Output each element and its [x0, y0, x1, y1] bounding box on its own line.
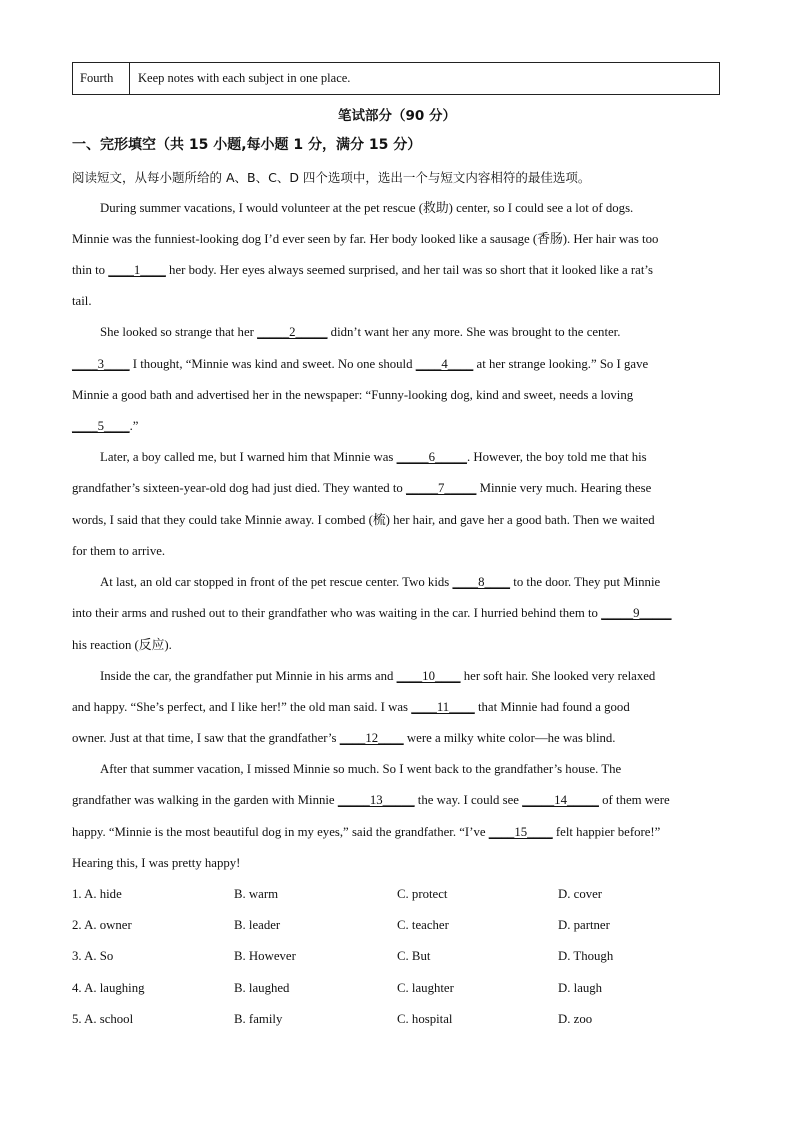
passage-line	[100, 324, 620, 340]
passage-line: Hearing this, I was pretty happy!	[72, 856, 241, 870]
option-b: B. laughed	[234, 981, 290, 995]
passage-line	[100, 574, 660, 590]
text: at her strange looking.” So I gave	[473, 357, 649, 371]
option-d: D. laugh	[558, 981, 603, 995]
blank-13: _____13_____	[337, 793, 415, 807]
blank-2: _____2_____	[257, 325, 328, 339]
option-a: 4. A. laughing	[72, 981, 145, 995]
option-b: B. However	[234, 949, 296, 963]
option-b: B. warm	[234, 887, 279, 901]
option-c: C. laughter	[397, 981, 454, 995]
blank-3: ____3____	[72, 357, 130, 371]
tips-table-row	[72, 62, 720, 95]
option-b: B. leader	[234, 918, 281, 932]
passage-line: Minnie a good bath and advertised her in the newspaper: “Funny-looking dog, kind and sweet, needs a loving	[72, 388, 634, 402]
text: I thought, “Minnie was kind and sweet. No one should	[129, 357, 416, 371]
text: Inside the car, the grandfather put Minnie in his arms and	[100, 669, 397, 683]
passage-line	[72, 262, 653, 278]
blank-8: ____8____	[452, 575, 511, 589]
option-d: D. zoo	[558, 1012, 593, 1026]
option-d: D. Though	[558, 949, 614, 963]
blank-11: ____11____	[411, 700, 475, 714]
option-d: D. partner	[558, 918, 610, 932]
passage-line: During summer vacations, I would volunteer at the pet rescue (救助) center, so I could see a lot of dogs.	[100, 201, 634, 215]
part-heading: 一、完形填空（共 15 小题,每小题 1 分，满分 15 分）	[72, 137, 422, 153]
option-c: C. protect	[397, 887, 448, 901]
option-a: 1. A. hide	[72, 887, 122, 901]
option-a: 2. A. owner	[72, 918, 132, 932]
section-title: 笔试部分（90 分）	[338, 108, 456, 124]
text: happy. “Minnie is the most beautiful dog in my eyes,” said the grandfather. “I’ve	[72, 825, 489, 839]
option-a: 5. A. school	[72, 1012, 134, 1026]
text: She looked so strange that her	[100, 325, 258, 339]
text: At last, an old car stopped in front of the pet rescue center. Two kids	[100, 575, 453, 589]
blank-1: ____1____	[108, 263, 166, 277]
blank-14: _____14_____	[522, 793, 599, 807]
text: her body. Her eyes always seemed surprised, and her tail was so short that it looked like a rat’s	[165, 263, 653, 277]
text: and happy. “She’s perfect, and I like her!” the old man said. I was	[72, 700, 412, 714]
text: Later, a boy called me, but I warned him that Minnie was	[100, 450, 397, 464]
text: grandfather’s sixteen-year-old dog had just died. They wanted to	[72, 481, 407, 495]
blank-5: ____5____	[72, 419, 130, 433]
option-d: D. cover	[558, 887, 603, 901]
text: that Minnie had found a good	[474, 700, 630, 714]
tips-table-label: Fourth	[73, 63, 130, 94]
blank-7: _____7_____	[406, 481, 477, 495]
option-c: C. But	[397, 949, 431, 963]
text: were a milky white color—he was blind.	[403, 731, 616, 745]
text: owner. Just at that time, I saw that the grandfather’s	[72, 731, 340, 745]
passage-line	[72, 356, 648, 372]
text: grandfather was walking in the garden with Minnie	[72, 793, 338, 807]
passage-line	[72, 699, 630, 715]
passage-line	[72, 730, 616, 746]
passage-line	[72, 605, 672, 621]
option-a: 3. A. So	[72, 949, 114, 963]
passage-line: his reaction (反应).	[72, 638, 172, 652]
blank-12: ____12____	[339, 731, 404, 745]
text: the way. I could see	[414, 793, 523, 807]
instruction-text: 阅读短文，从每小题所给的 A、B、C、D 四个选项中，选出一个与短文内容相符的最佳选项。	[72, 170, 591, 185]
text: felt happier before!”	[552, 825, 661, 839]
passage-line	[72, 480, 651, 496]
passage-line	[72, 824, 660, 840]
text: her soft hair. She looked very relaxed	[460, 669, 656, 683]
text: . However, the boy told me that his	[466, 450, 647, 464]
blank-6: _____6_____	[396, 450, 467, 464]
passage-line	[100, 449, 647, 465]
text: of them were	[598, 793, 670, 807]
passage-line: After that summer vacation, I missed Minnie so much. So I went back to the grandfather’s house. The	[100, 762, 622, 776]
text: Minnie very much. Hearing these	[476, 481, 652, 495]
tips-table-text: Keep notes with each subject in one place.	[138, 71, 351, 85]
passage-line	[100, 668, 655, 684]
text: thin to	[72, 263, 109, 277]
option-c: C. teacher	[397, 918, 449, 932]
blank-10: ____10____	[396, 669, 461, 683]
text: didn’t want her any more. She was brought to the center.	[327, 325, 621, 339]
passage-line: for them to arrive.	[72, 544, 166, 558]
option-c: C. hospital	[397, 1012, 453, 1026]
passage-line	[72, 418, 138, 434]
passage-line: words, I said that they could take Minnie away. I combed (梳) her hair, and gave her a good bath. Then we waited	[72, 513, 655, 527]
text: into their arms and rushed out to their grandfather who was waiting in the car. I hurried behind them to	[72, 606, 602, 620]
blank-4: ____4____	[415, 357, 474, 371]
passage-line: Minnie was the funniest-looking dog I’d ever seen by far. Her body looked like a sausage (香肠). Her hair was too	[72, 232, 659, 246]
blank-15: ____15____	[488, 825, 553, 839]
text: to the door. They put Minnie	[510, 575, 661, 589]
blank-9: _____9_____	[601, 606, 672, 620]
text: .”	[129, 419, 139, 433]
passage-line	[72, 792, 670, 808]
passage-line: tail.	[72, 294, 92, 308]
option-b: B. family	[234, 1012, 283, 1026]
